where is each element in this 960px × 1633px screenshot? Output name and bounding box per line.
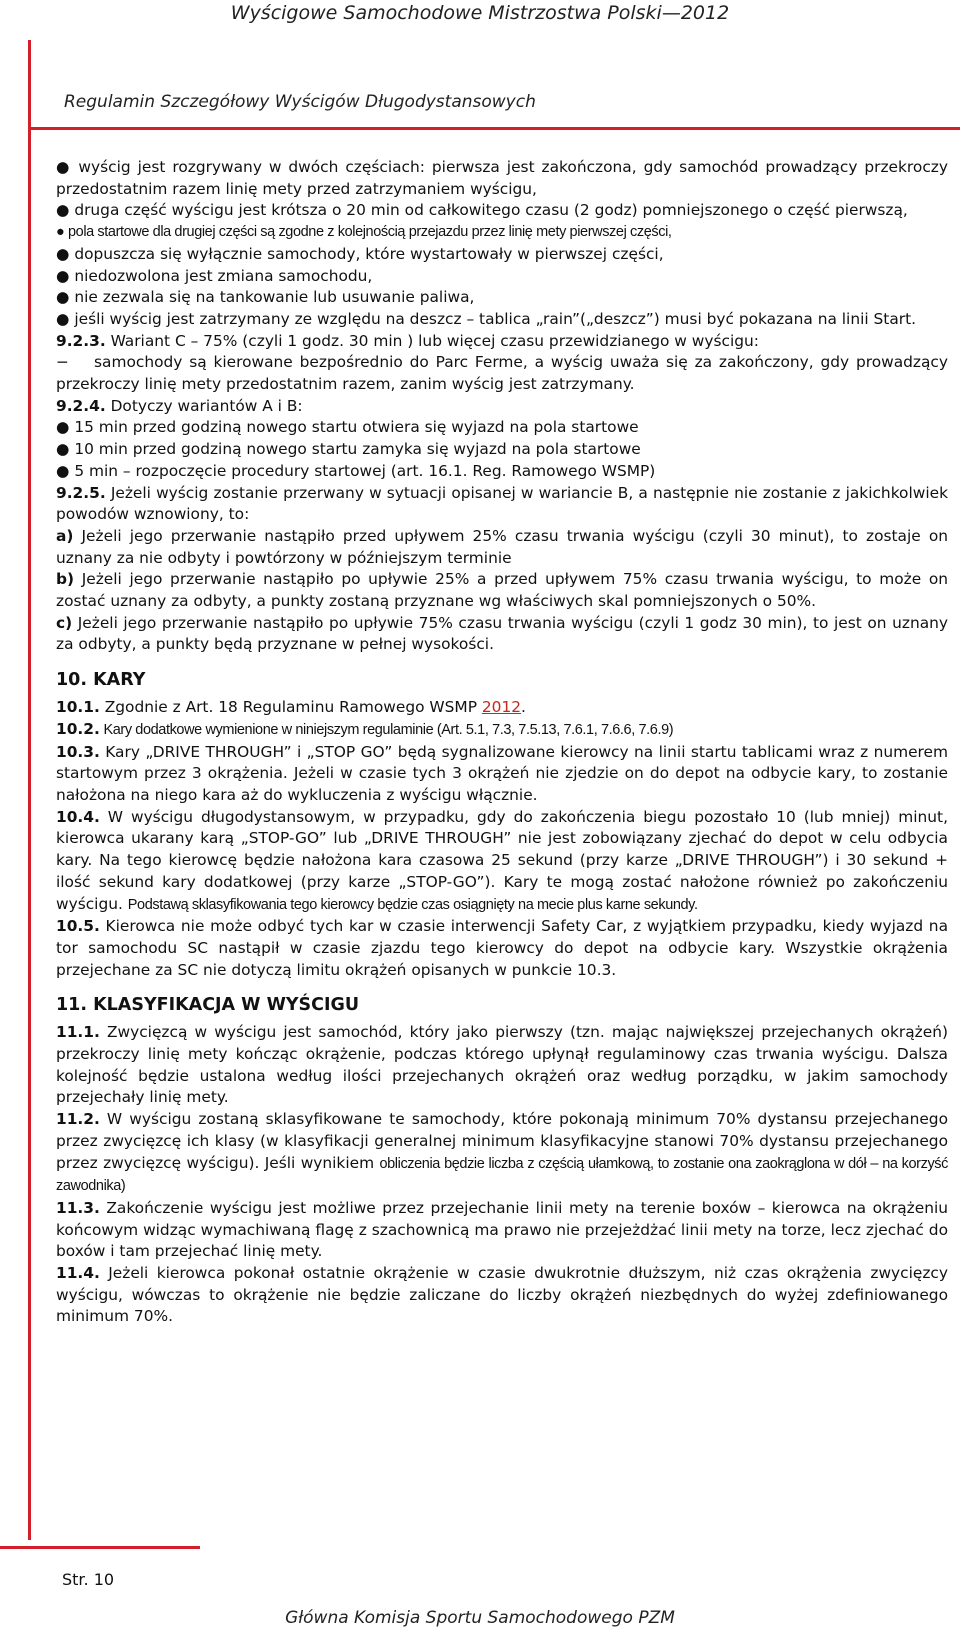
list-item-a	[56, 526, 948, 569]
paragraph-9-2-5	[56, 483, 948, 526]
paragraph-text: Zakończenie wyścigu jest możliwe przez przejechanie linii mety na terenie boxów – kierowca na okrążeniu końcowym widząc wymachiwaną flagę z szachownicą ma prawo nie przejeżdżać linii mety na torze, lecz zjechać do boxów i tam przejechać linię mety.	[56, 1198, 948, 1261]
bullet-item: ● dopuszcza się wyłącznie samochody, które wystartowały w pierwszej części,	[56, 244, 664, 263]
bullet-item: ● wyścig jest rozgrywany w dwóch częściach: pierwsza jest zakończona, gdy samochód prowadzący przekroczy przedostatnim razem linię mety przed zatrzymaniem wyścigu,	[56, 158, 948, 198]
bullet-item: ● druga część wyścigu jest krótsza o 20 min od całkowitego czasu (2 godz) pomniejszonego o część pierwszą,	[56, 201, 908, 220]
bullet-item: ● 5 min – rozpoczęcie procedury startowej (art. 16.1. Reg. Ramowego WSMP)	[56, 461, 656, 480]
paragraph-text: Kierowca nie może odbyć tych kar w czasie interwencji Safety Car, z wyjątkiem przypadku, kiedy wyjazd na tor samochodu SC nastąpił w czasie zjazdu tego kierowcy do depot na odbycie kary. Wszystkie okrążenia przejechane za SC nie dotyczą limitu okrążeń opisanych w punkcie 10.3.	[56, 917, 948, 979]
paragraph-10-1	[56, 697, 948, 719]
section-number: 10.2.	[56, 719, 100, 738]
list-item-c	[56, 613, 948, 656]
page-number: Str. 10	[62, 1570, 115, 1589]
bullet-item: ● jeśli wyścig jest zatrzymany ze względu na deszcz – tablica „rain”(„deszcz”) musi być pokazana na linii Start.	[56, 309, 917, 328]
paragraph-text: obliczenia będzie liczba z częścią ułamkową, to zostanie ona zaokrąglona w dół – na korzyść zawodnika)	[56, 1155, 948, 1195]
paragraph-text: .	[521, 698, 526, 717]
dash-marker: −	[56, 353, 69, 372]
paragraph-11-3	[56, 1198, 948, 1263]
paragraph-10-4	[56, 807, 948, 917]
paragraph-text: Jeżeli jego przerwanie nastąpiło po upływie 25% a przed upływem 75% czasu trwania wyścigu, to może on zostać uznany za odbyty, a punkty zostaną przyznane wg właściwych skal pomniejszonych o 50%.	[56, 570, 948, 611]
paragraph-text: samochody są kierowane bezpośrednio do Parc Ferme, a wyścig uważa się za zakończony, gdy prowadzący przekroczy linię mety przedostatnim razem, zanim wyścig jest zatrzymany.	[56, 353, 948, 394]
section-number: 11.1.	[56, 1023, 100, 1042]
bullet-item: ● 10 min przed godziną nowego startu zamyka się wyjazd na pola startowe	[56, 440, 641, 459]
section-number: 11.3.	[56, 1198, 100, 1217]
paragraph-text: Kary dodatkowe wymienione w niniejszym regulaminie (Art. 5.1, 7.3, 7.5.13, 7.6.1, 7.6.6, 7.6.9)	[99, 721, 674, 738]
item-label: b)	[56, 570, 75, 589]
bullet-item: ● nie zezwala się na tankowanie lub usuwanie paliwa,	[56, 288, 475, 307]
section-number: 10.5.	[56, 917, 100, 936]
paragraph-9-2-3-detail	[56, 352, 948, 395]
paragraph-10-2	[56, 719, 948, 742]
section-number: 10.4.	[56, 807, 100, 826]
section-number: 10.1.	[56, 698, 100, 717]
section-number: 9.2.3.	[56, 331, 106, 350]
item-label: c)	[56, 613, 73, 632]
year-link[interactable]: 2012	[481, 698, 522, 717]
paragraph-text: Wariant C – 75% (czyli 1 godz. 30 min ) lub więcej czasu przewidzianego w wyścigu:	[105, 331, 759, 350]
item-label: a)	[56, 526, 74, 545]
section-number: 11.4.	[56, 1264, 100, 1283]
paragraph-9-2-4	[56, 396, 948, 418]
bullet-item: ● niedozwolona jest zmiana samochodu,	[56, 266, 373, 285]
paragraph-text: Jeżeli jego przerwanie nastąpiło po upływie 75% czasu trwania wyścigu (czyli 1 godz 30 min), to jest on uznany za odbyty, a punkty będą przyznane w pełnej wysokości.	[56, 613, 948, 654]
bullet-item: ● 15 min przed godziną nowego startu otwiera się wyjazd na pola startowe	[56, 418, 639, 437]
paragraph-text: Zgodnie z Art. 18 Regulaminu Ramowego WSMP	[99, 698, 482, 717]
header-subtitle: Regulamin Szczegółowy Wyścigów Długodystansowych	[64, 92, 536, 112]
paragraph-text: W wyścigu długodystansowym, w przypadku, gdy do zakończenia biegu pozostało 10 (lub mniej) minut, kierowca ukarany karą „STOP-GO” lub „DRIVE THROUGH” nie jest zobowiązany zjechać do depot w celu odbycia kary. Na tego kierowcę będzie nałożona kara czasowa 25 sekund (przy karze „DRIVE THROUGH”) i 30 sekund + ilość sekund kary dodatkowej (przy karze „STOP-GO”). Kary te mogą zostać nałożone również po zakończeniu wyścigu.	[56, 807, 948, 913]
paragraph-text: Jeżeli jego przerwanie nastąpiło przed upływem 25% czasu trwania wyścigu (czyli 30 minut), to zostaje on uznany za nie odbyty i powtórzony w późniejszym terminie	[56, 526, 948, 567]
paragraph-text: W wyścigu zostaną sklasyfikowane te samochody, które pokonają minimum 70% dystansu przejechanego przez zwycięzcę ich klasy (w klasyfikacji generalnej minimum klasyfikacyjne stanowi 70% dystansu przejechanego przez zwycięzcę wyścigu). Jeśli wynikiem	[56, 1110, 948, 1172]
paragraph-11-1	[56, 1022, 948, 1109]
paragraph-9-2-3	[56, 331, 948, 353]
footer-organization: Główna Komisja Sportu Samochodowego PZM	[285, 1608, 675, 1628]
paragraph-text: Jeżeli wyścig zostanie przerwany w sytuacji opisanej w wariancie B, a następnie nie zostanie z jakichkolwiek powodów wznowiony, to:	[56, 483, 948, 524]
section-number: 9.2.5.	[56, 483, 106, 502]
paragraph-10-5	[56, 916, 948, 981]
section-heading-kary: 10. KARY	[56, 670, 146, 691]
page-content	[56, 157, 948, 1328]
list-item-b	[56, 569, 948, 612]
paragraph-10-3	[56, 742, 948, 807]
paragraph-11-2	[56, 1109, 948, 1198]
section-number: 9.2.4.	[56, 396, 106, 415]
vertical-rule	[28, 40, 31, 1540]
bullet-item: ● pola startowe dla drugiej części są zgodne z kolejnością przejazdu przez linię mety pierwszej części,	[56, 224, 672, 241]
section-number: 10.3.	[56, 742, 100, 761]
paragraph-text: Dotyczy wariantów A i B:	[105, 396, 303, 415]
paragraph-11-4	[56, 1263, 948, 1328]
header-title: Wyścigowe Samochodowe Mistrzostwa Polski—2012	[230, 2, 730, 24]
paragraph-text: Kary „DRIVE THROUGH” i „STOP GO” będą sygnalizowane kierowcy na linii startu tablicami wraz z numerem startowym przez 3 okrążenia. Jeżeli w czasie tych 3 okrążeń nie zjedzie on do depot na odbycie kary, to zostanie nałożona na niego kara aż do wykluczenia z wyścigu włącznie.	[56, 742, 948, 804]
paragraph-text: Jeżeli kierowca pokonał ostatnie okrążenie w czasie dwukrotnie dłuższym, niż czas okrążenia zwycięzcy wyścigu, wówczas to okrążenie nie będzie zaliczane do liczby okrążeń niezbędnych do wyżej zdefiniowanego minimum 70%.	[56, 1264, 948, 1326]
section-heading-klasyfikacja: 11. KLASYFIKACJA W WYŚCIGU	[56, 995, 360, 1016]
paragraph-text: Zwycięzcą w wyścigu jest samochód, który jako pierwszy (tzn. mając największej przejechanych okrążeń) przekroczy linię mety kończąc okrążenie, podczas którego upłynął regulaminowy czas trwania wyścigu. Dalsza kolejność będzie ustalona według ilości przejechanych okrążeń oraz według porządku, w jakim samochody przejechały linię mety.	[56, 1023, 948, 1107]
paragraph-text: Podstawą sklasyfikowania tego kierowcy będzie czas osiągnięty na mecie plus karne sekundy.	[127, 896, 698, 913]
section-number: 11.2.	[56, 1110, 100, 1129]
footer-rule	[0, 1546, 200, 1549]
header-rule	[28, 127, 960, 130]
